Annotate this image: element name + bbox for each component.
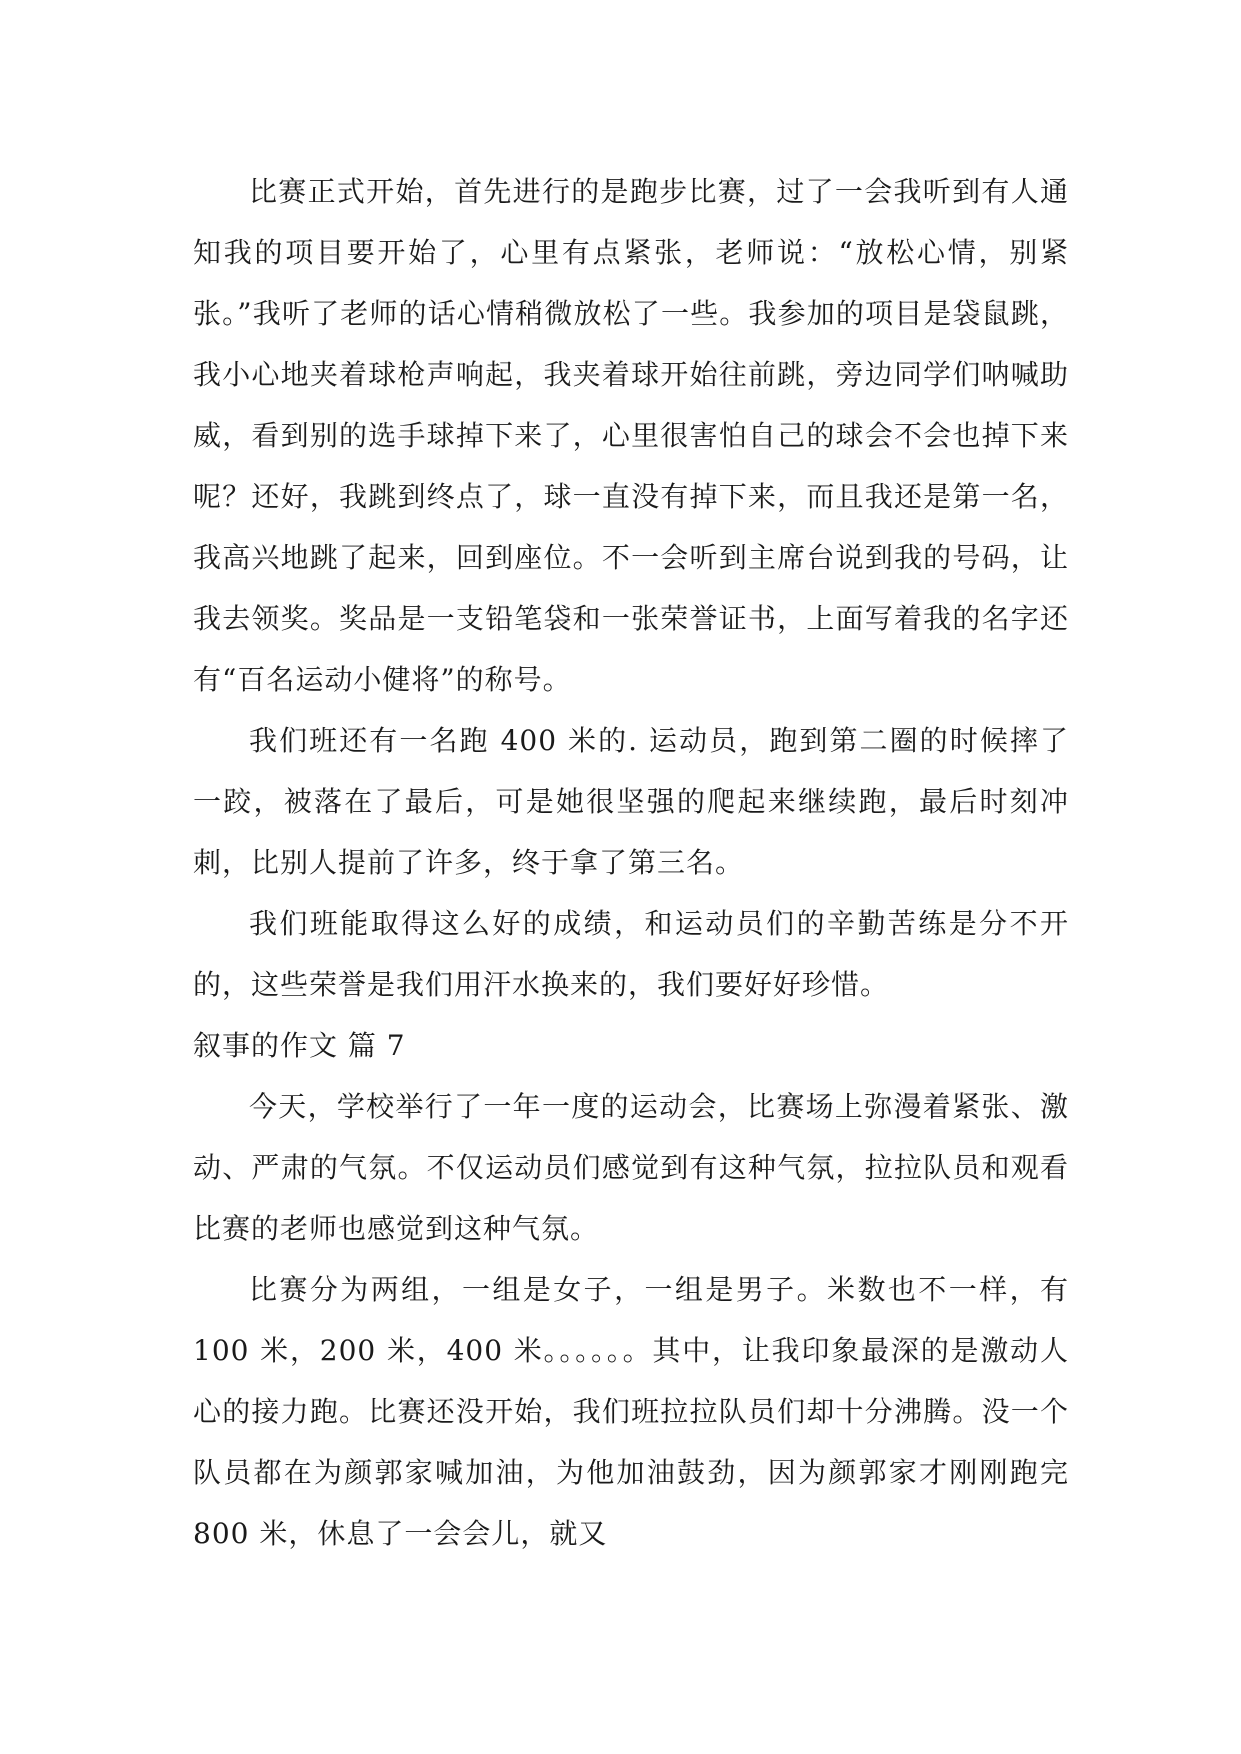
paragraph-400m-runner: 我们班还有一名跑 400 米的. 运动员，跑到第二圈的时候摔了一跤，被落在了最后，可是她很坚强的爬起来继续跑，最后时刻冲刺，比别人提前了许多，终于拿了第三名。: [193, 724, 1069, 879]
paragraph-sports-meet: 今天，学校举行了一年一度的运动会，比赛场上弥漫着紧张、激动、严肃的气氛。不仅运动员们感觉到有这种气氛，拉拉队员和观看比赛的老师也感觉到这种气氛。: [193, 1090, 1069, 1245]
body-text: [193, 161, 1069, 1564]
paragraph-class-achievement: 我们班能取得这么好的成绩，和运动员们的辛勤苦练是分不开的，这些荣誉是我们用汗水换来的，我们要好好珍惜。: [193, 907, 1069, 1001]
section-heading: 叙事的作文 篇 7: [193, 1029, 406, 1062]
paragraph-relay-race: 比赛分为两组，一组是女子，一组是男子。米数也不一样，有 100 米，200 米，400 米。。。。。。其中，让我印象最深的是激动人心的接力跑。比赛还没开始，我们班拉拉队员们却十分沸腾。没一个队员都在为颜郭家喊加油，为他加油鼓劲，因为颜郭家才刚刚跑完 800 米，休息了一会会儿，就又: [193, 1273, 1069, 1550]
paragraph-race-start: 比赛正式开始，首先进行的是跑步比赛，过了一会我听到有人通知我的项目要开始了，心里有点紧张，老师说：“放松心情，别紧张。”我听了老师的话心情稍微放松了一些。我参加的项目是袋鼠跳，我小心地夹着球枪声响起，我夹着球开始往前跳，旁边同学们呐喊助威，看到别的选手球掉下来了，心里很害怕自己的球会不会也掉下来呢？还好，我跳到终点了，球一直没有掉下来，而且我还是第一名，我高兴地跳了起来，回到座位。不一会听到主席台说到我的号码，让我去领奖。奖品是一支铅笔袋和一张荣誉证书，上面写着我的名字还有“百名运动小健将”的称号。: [193, 175, 1069, 696]
